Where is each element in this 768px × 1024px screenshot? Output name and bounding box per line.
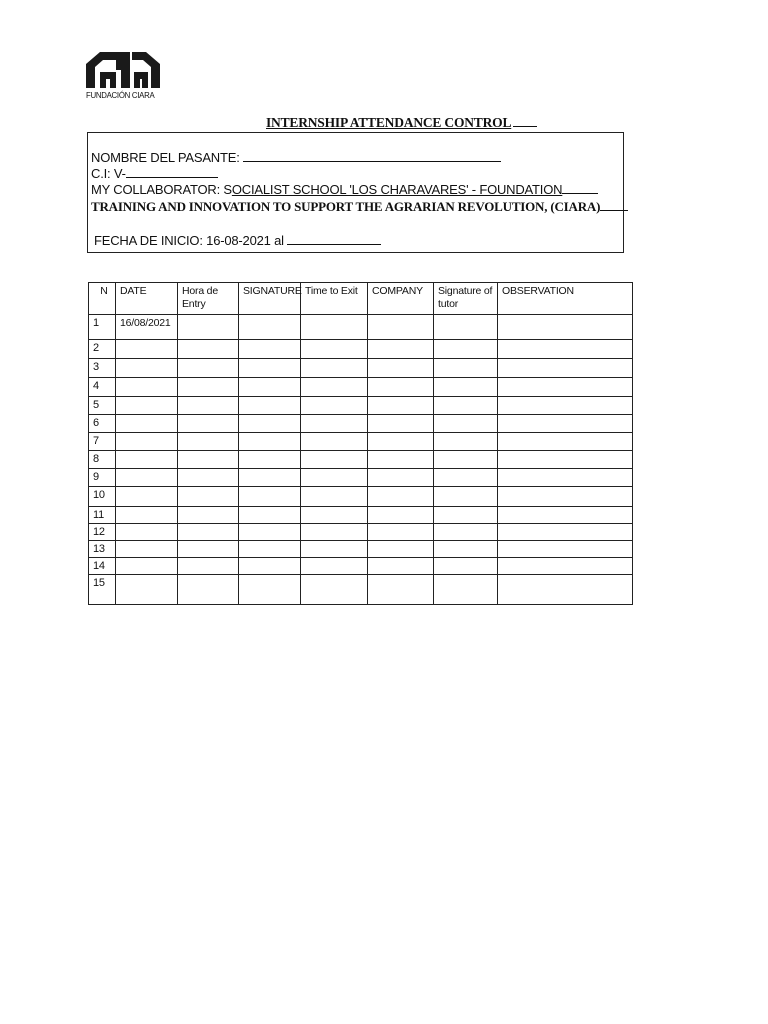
row-tutor-cell[interactable] xyxy=(434,575,498,605)
header-n: N xyxy=(89,283,116,315)
row-signature-cell[interactable] xyxy=(239,575,301,605)
row-date xyxy=(116,340,178,359)
table-row xyxy=(89,507,633,524)
intern-info-box xyxy=(87,132,624,253)
row-exit-cell[interactable] xyxy=(301,524,368,541)
row-date xyxy=(116,487,178,507)
row-exit-cell[interactable] xyxy=(301,433,368,451)
row-signature-cell[interactable] xyxy=(239,415,301,433)
table-row xyxy=(89,433,633,451)
table-row xyxy=(89,575,633,605)
row-observation-cell[interactable] xyxy=(498,340,633,359)
row-tutor-cell[interactable] xyxy=(434,451,498,469)
ci-line xyxy=(91,166,218,181)
row-entry-cell[interactable] xyxy=(178,415,239,433)
nombre-label: NOMBRE DEL PASANTE: xyxy=(91,150,240,165)
table-row xyxy=(89,340,633,359)
row-date xyxy=(116,507,178,524)
nombre-blank xyxy=(243,150,501,162)
row-date xyxy=(116,433,178,451)
row-number: 11 xyxy=(89,507,116,524)
title-underline xyxy=(513,116,537,127)
header-observation: OBSERVATION xyxy=(498,283,633,315)
table-row xyxy=(89,451,633,469)
row-entry-cell[interactable] xyxy=(178,558,239,575)
row-number: 12 xyxy=(89,524,116,541)
row-exit-cell[interactable] xyxy=(301,359,368,378)
row-tutor-cell[interactable] xyxy=(434,315,498,340)
header-date: DATE xyxy=(116,283,178,315)
row-observation-cell[interactable] xyxy=(498,433,633,451)
ci-label: C.I: V- xyxy=(91,166,126,181)
row-signature-cell[interactable] xyxy=(239,558,301,575)
row-entry-cell[interactable] xyxy=(178,541,239,558)
row-exit-cell[interactable] xyxy=(301,558,368,575)
row-entry-cell[interactable] xyxy=(178,507,239,524)
document-title xyxy=(266,115,537,131)
row-date xyxy=(116,378,178,397)
row-signature-cell[interactable] xyxy=(239,487,301,507)
row-entry-cell[interactable] xyxy=(178,575,239,605)
table-row xyxy=(89,415,633,433)
row-exit-cell[interactable] xyxy=(301,415,368,433)
row-tutor-cell[interactable] xyxy=(434,487,498,507)
row-exit-cell[interactable] xyxy=(301,575,368,605)
table-row xyxy=(89,315,633,340)
collaborator-org-blank xyxy=(600,199,628,211)
row-signature-cell[interactable] xyxy=(239,507,301,524)
row-exit-cell[interactable] xyxy=(301,315,368,340)
row-number: 15 xyxy=(89,575,116,605)
row-exit-cell[interactable] xyxy=(301,507,368,524)
ci-blank xyxy=(126,166,218,178)
row-tutor-cell[interactable] xyxy=(434,378,498,397)
row-signature-cell[interactable] xyxy=(239,397,301,415)
row-date xyxy=(116,558,178,575)
row-date xyxy=(116,541,178,558)
row-signature-cell[interactable] xyxy=(239,433,301,451)
row-observation-cell[interactable] xyxy=(498,524,633,541)
row-number: 4 xyxy=(89,378,116,397)
row-observation-cell[interactable] xyxy=(498,575,633,605)
row-observation-cell[interactable] xyxy=(498,541,633,558)
row-tutor-cell[interactable] xyxy=(434,359,498,378)
table-row xyxy=(89,469,633,487)
row-tutor-cell[interactable] xyxy=(434,558,498,575)
row-number: 7 xyxy=(89,433,116,451)
row-number: 13 xyxy=(89,541,116,558)
collaborator-value: OCIALIST SCHOOL 'LOS CHARAVARES' - FOUNDATION xyxy=(231,182,563,197)
nombre-line xyxy=(91,150,501,165)
row-company-cell[interactable] xyxy=(368,433,434,451)
row-company-cell[interactable] xyxy=(368,558,434,575)
table-row xyxy=(89,378,633,397)
row-entry-cell[interactable] xyxy=(178,433,239,451)
row-tutor-cell[interactable] xyxy=(434,469,498,487)
row-exit-cell[interactable] xyxy=(301,469,368,487)
row-entry-cell[interactable] xyxy=(178,487,239,507)
row-company-cell[interactable] xyxy=(368,524,434,541)
row-number: 3 xyxy=(89,359,116,378)
row-company-cell[interactable] xyxy=(368,469,434,487)
row-exit-cell[interactable] xyxy=(301,451,368,469)
collaborator-org: TRAINING AND INNOVATION TO SUPPORT THE AGRARIAN REVOLUTION, (CIARA) xyxy=(91,199,601,214)
row-tutor-cell[interactable] xyxy=(434,433,498,451)
row-number: 8 xyxy=(89,451,116,469)
table-row xyxy=(89,524,633,541)
row-signature-cell[interactable] xyxy=(239,378,301,397)
header-tutor-signature: Signature of tutor xyxy=(434,283,498,315)
row-company-cell[interactable] xyxy=(368,487,434,507)
row-date xyxy=(116,415,178,433)
collaborator-label: MY COLLABORATOR: S xyxy=(91,182,232,197)
header-company: COMPANY xyxy=(368,283,434,315)
row-company-cell[interactable] xyxy=(368,575,434,605)
row-entry-cell[interactable] xyxy=(178,397,239,415)
fundacion-ciara-logo xyxy=(86,50,166,106)
row-signature-cell[interactable] xyxy=(239,315,301,340)
row-entry-cell[interactable] xyxy=(178,451,239,469)
row-company-cell[interactable] xyxy=(368,359,434,378)
row-entry-cell[interactable] xyxy=(178,359,239,378)
row-company-cell[interactable] xyxy=(368,378,434,397)
header-signature: SIGNATURE xyxy=(239,283,301,315)
collaborator-blank xyxy=(562,182,598,194)
row-date xyxy=(116,451,178,469)
row-observation-cell[interactable] xyxy=(498,378,633,397)
title-text: INTERNSHIP ATTENDANCE CONTROL xyxy=(266,115,512,130)
fecha-blank xyxy=(287,233,381,245)
row-company-cell[interactable] xyxy=(368,315,434,340)
row-company-cell[interactable] xyxy=(368,397,434,415)
row-entry-cell[interactable] xyxy=(178,524,239,541)
row-signature-cell[interactable] xyxy=(239,359,301,378)
row-tutor-cell[interactable] xyxy=(434,507,498,524)
row-exit-cell[interactable] xyxy=(301,397,368,415)
row-tutor-cell[interactable] xyxy=(434,340,498,359)
row-observation-cell[interactable] xyxy=(498,415,633,433)
table-row xyxy=(89,541,633,558)
table-row xyxy=(89,487,633,507)
attendance-table xyxy=(88,282,633,605)
row-company-cell[interactable] xyxy=(368,541,434,558)
fecha-line xyxy=(94,233,381,248)
row-date: 16/08/2021 xyxy=(116,315,178,340)
collaborator-line xyxy=(91,182,598,197)
table-header-row xyxy=(89,283,633,315)
row-number: 9 xyxy=(89,469,116,487)
row-tutor-cell[interactable] xyxy=(434,541,498,558)
row-date xyxy=(116,397,178,415)
row-date xyxy=(116,575,178,605)
row-date xyxy=(116,469,178,487)
row-signature-cell[interactable] xyxy=(239,469,301,487)
row-exit-cell[interactable] xyxy=(301,487,368,507)
collaborator-line-2 xyxy=(91,199,628,215)
table-row xyxy=(89,397,633,415)
table-row xyxy=(89,359,633,378)
row-number: 2 xyxy=(89,340,116,359)
row-entry-cell[interactable] xyxy=(178,378,239,397)
row-company-cell[interactable] xyxy=(368,340,434,359)
row-entry-cell[interactable] xyxy=(178,340,239,359)
row-observation-cell[interactable] xyxy=(498,507,633,524)
row-tutor-cell[interactable] xyxy=(434,415,498,433)
logo-caption: FUNDACIÓN CIARA xyxy=(86,90,155,100)
row-observation-cell[interactable] xyxy=(498,397,633,415)
row-exit-cell[interactable] xyxy=(301,340,368,359)
row-date xyxy=(116,359,178,378)
row-company-cell[interactable] xyxy=(368,451,434,469)
row-signature-cell[interactable] xyxy=(239,524,301,541)
row-entry-cell[interactable] xyxy=(178,469,239,487)
row-signature-cell[interactable] xyxy=(239,340,301,359)
row-company-cell[interactable] xyxy=(368,507,434,524)
header-time-to-exit: Time to Exit xyxy=(301,283,368,315)
fecha-label: FECHA DE INICIO: 16-08-2021 al xyxy=(94,233,284,248)
row-number: 10 xyxy=(89,487,116,507)
row-observation-cell[interactable] xyxy=(498,315,633,340)
table-row xyxy=(89,558,633,575)
row-exit-cell[interactable] xyxy=(301,541,368,558)
row-observation-cell[interactable] xyxy=(498,451,633,469)
row-exit-cell[interactable] xyxy=(301,378,368,397)
row-number: 5 xyxy=(89,397,116,415)
row-tutor-cell[interactable] xyxy=(434,397,498,415)
row-observation-cell[interactable] xyxy=(498,487,633,507)
row-observation-cell[interactable] xyxy=(498,558,633,575)
row-number: 14 xyxy=(89,558,116,575)
row-company-cell[interactable] xyxy=(368,415,434,433)
header-hora-entry: Hora de Entry xyxy=(178,283,239,315)
row-signature-cell[interactable] xyxy=(239,541,301,558)
row-observation-cell[interactable] xyxy=(498,359,633,378)
row-number: 1 xyxy=(89,315,116,340)
row-observation-cell[interactable] xyxy=(498,469,633,487)
row-number: 6 xyxy=(89,415,116,433)
row-date xyxy=(116,524,178,541)
ciara-logo-mark xyxy=(86,50,160,88)
row-tutor-cell[interactable] xyxy=(434,524,498,541)
row-entry-cell[interactable] xyxy=(178,315,239,340)
row-signature-cell[interactable] xyxy=(239,451,301,469)
